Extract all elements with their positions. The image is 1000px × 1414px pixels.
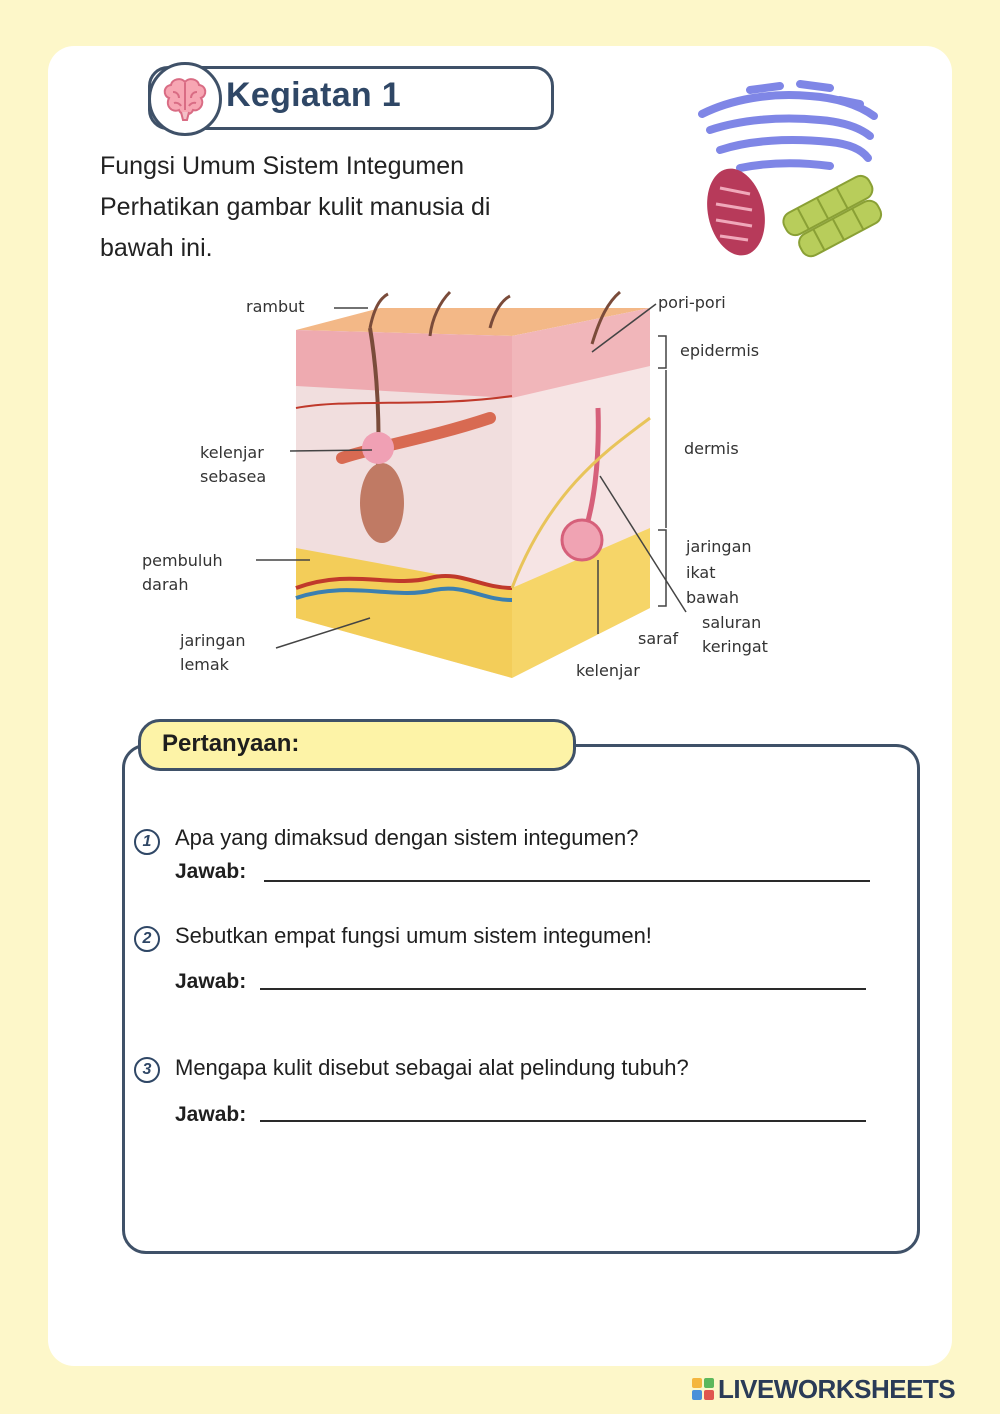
- label-pori-pori: pori-pori: [658, 293, 726, 312]
- question-2-answer-label: Jawab:: [175, 970, 247, 993]
- organelles-illustration: [690, 70, 890, 270]
- label-jaringan-ikat-2: ikat: [686, 563, 716, 582]
- brain-icon: [148, 62, 222, 136]
- intro-line-3: bawah ini.: [100, 234, 213, 262]
- label-pembuluh-darah-1: pembuluh: [142, 551, 223, 570]
- epidermis-layer: [296, 330, 512, 398]
- label-jaringan-lemak-2: lemak: [180, 655, 229, 674]
- label-saluran-keringat-2: keringat: [702, 637, 768, 656]
- question-1-number: 1: [134, 829, 160, 855]
- page-title: Kegiatan 1: [226, 76, 401, 114]
- label-kelenjar-sebasea-2: sebasea: [200, 467, 267, 486]
- label-epidermis: epidermis: [680, 341, 760, 360]
- question-2-text: Sebutkan empat fungsi umum sistem integumen!: [175, 923, 652, 948]
- question-3-answer-label: Jawab:: [175, 1103, 247, 1126]
- questions-header: Pertanyaan:: [162, 730, 300, 757]
- question-2-answer-field[interactable]: [260, 988, 866, 990]
- label-saluran-keringat-1: saluran: [702, 613, 762, 632]
- question-1-text: Apa yang dimaksud dengan sistem integumen?: [175, 825, 639, 850]
- label-rambut: rambut: [246, 297, 305, 316]
- intro-text: [100, 146, 570, 269]
- question-3-number: 3: [134, 1057, 160, 1083]
- question-1-answer-field[interactable]: [264, 880, 870, 882]
- liveworksheets-logo[interactable]: [692, 1373, 956, 1404]
- liveworksheets-brand: LIVEWORKSHEETS: [718, 1373, 956, 1404]
- label-jaringan-ikat-3: bawah: [686, 588, 739, 607]
- label-saraf: saraf: [638, 629, 679, 648]
- label-kelenjar-sebasea-1: kelenjar: [200, 443, 264, 462]
- question-2-number: 2: [134, 926, 160, 952]
- intro-line-1: Fungsi Umum Sistem Integumen: [100, 152, 465, 180]
- label-jaringan-lemak-1: jaringan: [180, 631, 246, 650]
- liveworksheets-icon: [692, 1378, 714, 1400]
- questions-box: [122, 744, 920, 1254]
- label-jaringan-ikat-1: jaringan: [686, 537, 752, 556]
- question-3-answer-field[interactable]: [260, 1120, 866, 1122]
- skin-diagram: [130, 288, 790, 688]
- label-pembuluh-darah-2: darah: [142, 575, 189, 594]
- label-dermis: dermis: [684, 439, 739, 458]
- label-kelenjar: kelenjar: [576, 661, 640, 680]
- intro-line-2: Perhatikan gambar kulit manusia di: [100, 193, 491, 221]
- question-1-answer-label: Jawab:: [175, 860, 247, 883]
- question-3-text: Mengapa kulit disebut sebagai alat pelindung tubuh?: [175, 1055, 689, 1080]
